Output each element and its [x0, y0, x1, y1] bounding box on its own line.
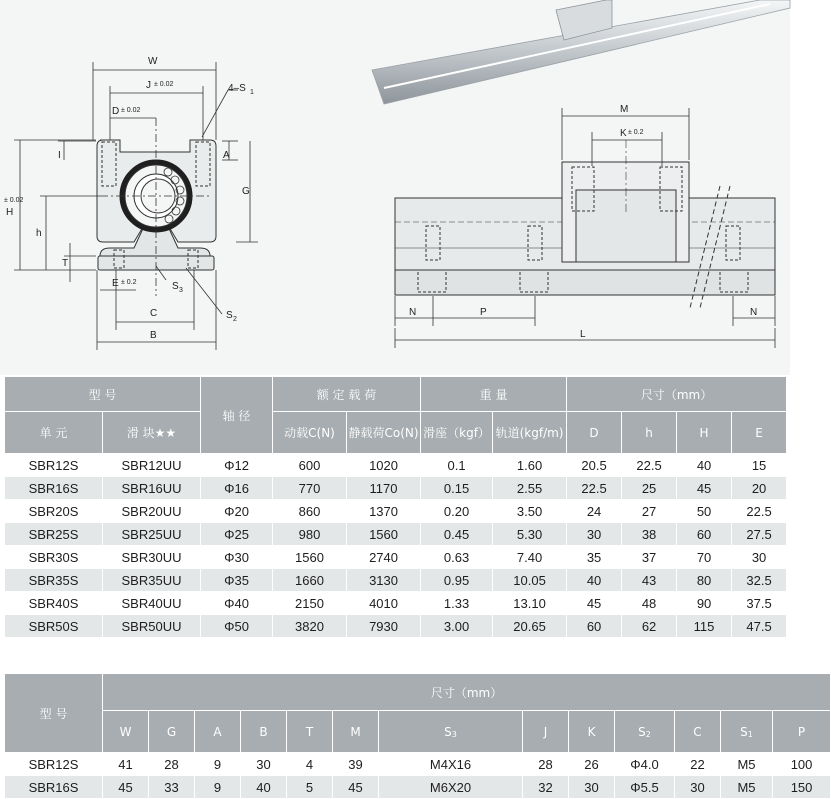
dim-A-label: A — [223, 150, 230, 161]
dim-W-label: W — [148, 56, 158, 67]
table-cell: SBR40S — [5, 592, 103, 615]
table-cell: 2150 — [273, 592, 347, 615]
header-dimension — [773, 711, 831, 753]
table-cell: 33 — [149, 776, 195, 799]
table-cell: 1170 — [347, 477, 421, 500]
dim-N-left-label: N — [409, 307, 417, 318]
table-cell: 1370 — [347, 500, 421, 523]
table-cell: 115 — [677, 615, 732, 638]
table-cell: 1.60 — [493, 454, 567, 477]
table-cell: 13.10 — [493, 592, 567, 615]
header-h: h — [622, 412, 677, 454]
table-cell: 2740 — [347, 546, 421, 569]
table-cell: 41 — [103, 753, 149, 776]
table-cell: SBR35S — [5, 569, 103, 592]
table-cell: 43 — [622, 569, 677, 592]
table-cell: 100 — [773, 753, 831, 776]
header-rated-load-group: 额 定 载 荷 — [273, 377, 421, 412]
dim-J-tolerance: ± 0.02 — [154, 81, 174, 88]
table-cell: 20.5 — [567, 454, 622, 477]
table-cell: SBR20UU — [103, 500, 201, 523]
header-dimension-label: B — [259, 724, 268, 739]
table-cell: 0.63 — [421, 546, 493, 569]
table-cell: 48 — [622, 592, 677, 615]
table-cell: 150 — [773, 776, 831, 799]
table-cell: M5 — [721, 776, 773, 799]
dim-C-label: C — [150, 308, 158, 319]
dim-S3-subscript: 3 — [179, 287, 183, 294]
table-row — [5, 569, 787, 592]
dim-B-label: B — [150, 330, 157, 341]
table-cell: 30 — [241, 753, 287, 776]
table-cell: 3820 — [273, 615, 347, 638]
table-cell: Φ20 — [201, 500, 273, 523]
end-view-drawing — [14, 62, 258, 350]
table-cell: Φ4.0 — [615, 753, 675, 776]
table-cell: 30 — [675, 776, 721, 799]
table-cell: 38 — [622, 523, 677, 546]
dim-S1-subscript: 1 — [250, 89, 254, 96]
header-weight-group: 重 量 — [421, 377, 567, 412]
table-cell: 45 — [677, 477, 732, 500]
header-dimension-label: A — [213, 724, 222, 739]
table-cell: 28 — [523, 753, 569, 776]
table-cell: SBR16S — [5, 776, 103, 799]
dim-H-tolerance: ± 0.02 — [4, 197, 24, 204]
table-cell: 50 — [677, 500, 732, 523]
spec-table-load-weight-body — [5, 454, 787, 638]
table-cell: 22 — [675, 753, 721, 776]
header-dimension — [149, 711, 195, 753]
table-row — [5, 776, 831, 799]
table-cell: 30 — [732, 546, 787, 569]
header-dimension-subscript: 3 — [451, 729, 457, 739]
table-cell: SBR16S — [5, 477, 103, 500]
table-row — [5, 615, 787, 638]
table-cell: 45 — [103, 776, 149, 799]
header-dimension-label: G — [166, 724, 177, 739]
header-unit: 单 元 — [5, 412, 103, 454]
header-dimension-label: P — [797, 724, 806, 739]
header-dimension-label: J — [543, 724, 548, 739]
table-cell: SBR16UU — [103, 477, 201, 500]
technical-drawing-area — [0, 0, 790, 375]
table-cell: 9 — [195, 776, 241, 799]
table-cell: 1660 — [273, 569, 347, 592]
header-dimension — [721, 711, 773, 753]
spec-table-dimensions — [4, 673, 831, 799]
table-cell: 9 — [195, 753, 241, 776]
table-cell: 0.45 — [421, 523, 493, 546]
table2-header-row — [5, 711, 831, 753]
table-cell: Φ5.5 — [615, 776, 675, 799]
technical-drawing — [0, 0, 790, 375]
header-dimension-label: S — [740, 724, 748, 739]
table-cell: 40 — [567, 569, 622, 592]
table-row — [5, 523, 787, 546]
header-dimension — [287, 711, 333, 753]
table-cell: 60 — [677, 523, 732, 546]
table-cell: 0.1 — [421, 454, 493, 477]
table-cell: SBR25UU — [103, 523, 201, 546]
table-cell: 27.5 — [732, 523, 787, 546]
dim-H-label: H — [6, 207, 14, 218]
header-dimension — [241, 711, 287, 753]
table-row — [5, 592, 787, 615]
table-row — [5, 454, 787, 477]
table-cell: 5.30 — [493, 523, 567, 546]
table-cell: 30 — [567, 523, 622, 546]
dim-T-label: T — [62, 258, 69, 269]
table-cell: 39 — [333, 753, 379, 776]
table-cell: Φ50 — [201, 615, 273, 638]
table-cell: Φ16 — [201, 477, 273, 500]
header-dimension — [103, 711, 149, 753]
table-cell: 45 — [333, 776, 379, 799]
table-cell: 70 — [677, 546, 732, 569]
header-shaft-diameter: 轴 径 — [201, 377, 273, 454]
header-dimension-subscript: 2 — [645, 729, 651, 739]
table-cell: 20 — [732, 477, 787, 500]
table-cell: SBR12UU — [103, 454, 201, 477]
header-E: E — [732, 412, 787, 454]
table-cell: 47.5 — [732, 615, 787, 638]
product-photo-rail — [372, 0, 790, 104]
table-cell: SBR12S — [5, 454, 103, 477]
dim-S2-label: S — [226, 310, 233, 321]
spec-table-load-weight — [4, 376, 787, 638]
dim-N-right-label: N — [750, 307, 758, 318]
table-cell: SBR25S — [5, 523, 103, 546]
table-cell: 1560 — [273, 546, 347, 569]
dim-S1-label: 4–S — [228, 83, 246, 94]
table-cell: 980 — [273, 523, 347, 546]
table-cell: SBR12S — [5, 753, 103, 776]
dim-h-label: h — [36, 228, 42, 239]
header-dimension — [569, 711, 615, 753]
table-cell: 80 — [677, 569, 732, 592]
table-cell: 7930 — [347, 615, 421, 638]
header-dimension-label: S — [444, 724, 452, 739]
dim-G-label: G — [242, 186, 250, 197]
table-cell: 22.5 — [567, 477, 622, 500]
table-cell: 37 — [622, 546, 677, 569]
table-cell: 3130 — [347, 569, 421, 592]
table-cell: 32 — [523, 776, 569, 799]
table-row — [5, 546, 787, 569]
dim-J-label: J — [146, 80, 151, 91]
header-size-group-2: 尺寸（mm） — [103, 674, 831, 711]
table-cell: 20.65 — [493, 615, 567, 638]
table-cell: 4010 — [347, 592, 421, 615]
table-cell: 5 — [287, 776, 333, 799]
table-cell: 37.5 — [732, 592, 787, 615]
table-cell: 22.5 — [622, 454, 677, 477]
header-dimension-label: C — [693, 724, 702, 739]
header-model-group: 型 号 — [5, 377, 201, 412]
header-dimension — [615, 711, 675, 753]
table-cell: SBR30UU — [103, 546, 201, 569]
header-dimension — [675, 711, 721, 753]
table-cell: Φ12 — [201, 454, 273, 477]
table-cell: 1.33 — [421, 592, 493, 615]
table-cell: 27 — [622, 500, 677, 523]
header-static-load: 静载荷Co(N) — [347, 412, 421, 454]
dim-E-label: E — [112, 278, 119, 289]
table-cell: SBR35UU — [103, 569, 201, 592]
header-dimension — [333, 711, 379, 753]
dim-D-label: D — [112, 106, 120, 117]
table-cell: 0.95 — [421, 569, 493, 592]
header-dimension-label: K — [587, 724, 596, 739]
table-cell: M4X16 — [379, 753, 523, 776]
table-cell: 3.50 — [493, 500, 567, 523]
dim-M-label: M — [620, 104, 629, 115]
table-cell: 90 — [677, 592, 732, 615]
dim-K-label: K — [620, 128, 627, 139]
header-dimension — [195, 711, 241, 753]
header-dimension — [523, 711, 569, 753]
table-cell: 40 — [677, 454, 732, 477]
table-cell: 0.20 — [421, 500, 493, 523]
table-cell: 600 — [273, 454, 347, 477]
header-dynamic-load: 动载C(N) — [273, 412, 347, 454]
header-size-group: 尺寸（mm） — [567, 377, 787, 412]
table-cell: 24 — [567, 500, 622, 523]
header-rail-weight: 轨道(kgf/m) — [493, 412, 567, 454]
table-cell: 45 — [567, 592, 622, 615]
table-cell: 10.05 — [493, 569, 567, 592]
table-cell: Φ40 — [201, 592, 273, 615]
table-cell: 1560 — [347, 523, 421, 546]
table-cell: M5 — [721, 753, 773, 776]
spec-table-dimensions-body — [5, 753, 831, 799]
dim-I-label: I — [58, 150, 61, 161]
dim-D-tolerance: ± 0.02 — [121, 107, 141, 114]
header-dimension — [379, 711, 523, 753]
table-cell: 2.55 — [493, 477, 567, 500]
table-cell: 860 — [273, 500, 347, 523]
table-cell: 1020 — [347, 454, 421, 477]
table-cell: SBR20S — [5, 500, 103, 523]
table-cell: 30 — [569, 776, 615, 799]
table-cell: 60 — [567, 615, 622, 638]
table-cell: 770 — [273, 477, 347, 500]
table-cell: 40 — [241, 776, 287, 799]
header-dimension-label: T — [305, 724, 314, 739]
table-cell: Φ35 — [201, 569, 273, 592]
table-cell: M6X20 — [379, 776, 523, 799]
table-cell: Φ25 — [201, 523, 273, 546]
dim-L-label: L — [580, 329, 586, 340]
table-cell: 28 — [149, 753, 195, 776]
header-dimension-label: S — [638, 724, 646, 739]
side-view-drawing — [395, 108, 775, 348]
header-slider-weight: 滑座（kgf） — [421, 412, 493, 454]
header-slider: 滑 块★★ — [103, 412, 201, 454]
table-cell: SBR30S — [5, 546, 103, 569]
table-cell: 25 — [622, 477, 677, 500]
table-cell: 15 — [732, 454, 787, 477]
dim-E-tolerance: ± 0.2 — [121, 279, 137, 286]
table-cell: 0.15 — [421, 477, 493, 500]
table-cell: 3.00 — [421, 615, 493, 638]
table-cell: 4 — [287, 753, 333, 776]
dim-S2-subscript: 2 — [233, 316, 237, 323]
table-row — [5, 500, 787, 523]
table-cell: SBR40UU — [103, 592, 201, 615]
table-row — [5, 753, 831, 776]
header-H: H — [677, 412, 732, 454]
table-cell: 32.5 — [732, 569, 787, 592]
table-row — [5, 477, 787, 500]
header-model-group-2: 型 号 — [5, 674, 103, 753]
table-cell: 35 — [567, 546, 622, 569]
dim-K-tolerance: ± 0.2 — [628, 129, 644, 136]
table-cell: 7.40 — [493, 546, 567, 569]
table-cell: SBR50UU — [103, 615, 201, 638]
table-cell: SBR50S — [5, 615, 103, 638]
header-dimension-label: M — [350, 724, 361, 739]
table-cell: Φ30 — [201, 546, 273, 569]
table-cell: 26 — [569, 753, 615, 776]
header-D: D — [567, 412, 622, 454]
dim-P-label: P — [480, 307, 487, 318]
table-cell: 62 — [622, 615, 677, 638]
header-dimension-label: W — [119, 724, 132, 739]
dim-S3-label: S — [172, 281, 179, 292]
table-cell: 22.5 — [732, 500, 787, 523]
header-dimension-subscript: 1 — [747, 729, 753, 739]
